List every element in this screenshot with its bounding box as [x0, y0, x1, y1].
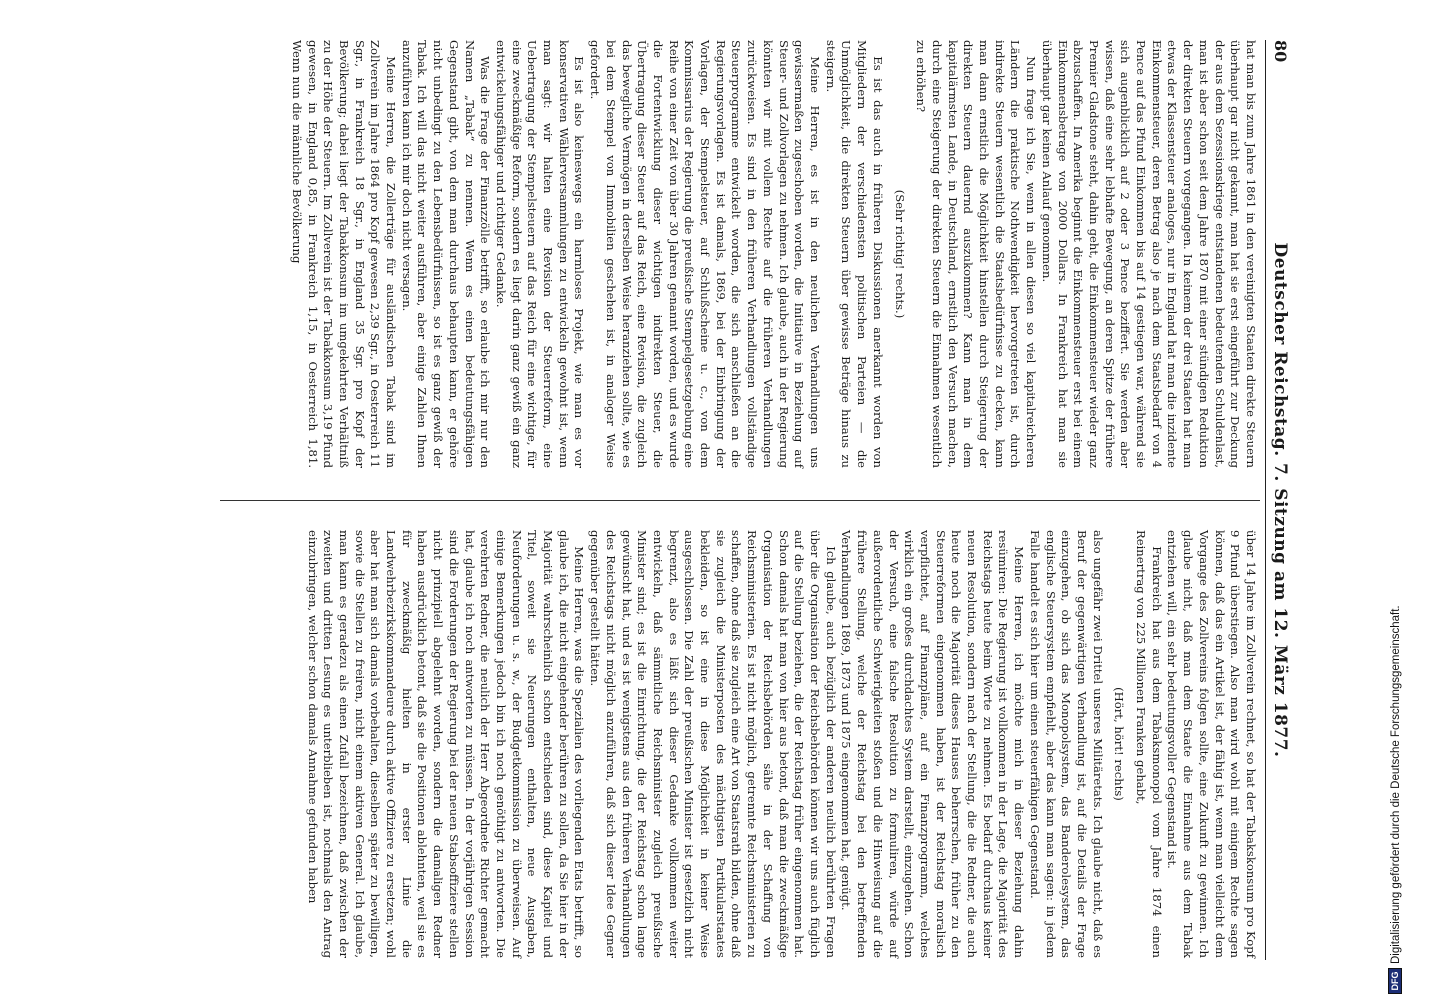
dfg-logo-icon	[1388, 968, 1402, 994]
running-title: Deutscher Reichstag. 7. Sitzung am 12. März 1877.	[1270, 242, 1290, 758]
paragraph: Es ist also keineswegs ein harmloses Projekt, wie man es vor konservativen Wählerversammlungen zu entwickeln gewohnt ist, wenn man sagt: wir halten eine Revision der Steuerreform, eine Uebertragung der Stempelsteuern auf das Reich für eine wichtige, für eine zweckmäßige Reform, sondern es liegt darin ganz gewiß ein ganz entwickelungsfähiger und richtiger Gedanke.	[493, 40, 587, 468]
right-column	[304, 530, 1258, 958]
digitization-footer	[1382, 0, 1432, 1000]
paragraph: Meine Herren, was die Spezialien des vorliegenden Etats betrifft, so glaube ich, die nicht eingehender berühren zu sollen, da Sie hier in der Majorität wahrscheinlich schon entschieden sind, diese Kapitel und Titel, soweit sie Neuerungen enthalten, neue Ausgaben, Neuforderungen u. s. w., der Budgetkommission zu überweisen. Auf einige Bemerkungen jedoch bin ich noch genöthigt zu antworten. Die verehrten Redner, die neulich der Herr Abgeordnete Richter gemacht hat, glaube ich noch antworten zu müssen. In der vorjährigen Session sind die Forderungen der Regierung bei der neuen Stabsoffiziere stellen nicht prinzipiell abgelehnt worden, sondern die damaligen Redner haben ausdrücklich betont, daß sie die Positionen ablehnten, weil sie es für zweckmäßig hielten in erster Linie die Landwehrbezirkskommandeure durch aktive Offiziere zu ersetzen; wohl aber hat man sich damals vorbehalten, dieselben später zu bewilligen, sowie die Stellen zu freiren, nicht einem aktiven General. Ich glaube, man kann es geradezu als einen Zufall bezeichnen, daß zwischen der zweiten und dritten Lesung es unterblieben ist, nochmals den Antrag einzubringen, welcher schon damals Annahme gefunden haben	[305, 530, 587, 958]
left-column	[288, 40, 1258, 468]
paragraph: also ungefähr zwei Drittel unseres Militäretats. Ich glaube nicht, daß es Beruf der gegenwärtigen Verhandlung ist, auf die Details der Frage einzugehen, ob sich das Monopolsystem, das Banderolesystem, das englische Steuersystem empfiehlt, aber das kann man sagen: in jedem Falle handelt es sich hier um einen steuerfähigen Gegenstand.	[1027, 530, 1105, 958]
credit-text: Digitalisierung gefördert durch die Deutsche Forschungsgemeinschaft.	[1390, 605, 1402, 964]
paragraph: hat man bis zum Jahre 1861 in den vereinigten Staaten direkte Steuern überhaupt gar nicht gekannt, man hat sie erst eingeführt zur Deckung der aus dem Sezessionskriege entstandenen bedeutenden Schuldenlast, man ist aber schon seit dem Jahre 1870 mit einer stündigen Reduktion der direkten Steuern vorgegangen. In keinem der drei Staaten hat man etwas der Klassensteuer analoges, nur in England hat man die inzidente Einkommensteuer, deren Betrag also je nach dem Staatsbedarf von 4 Pence auf das Pfund Einkommen bis auf 14 gestiegen war, während sie sich augenblicklich auf 2 oder 3 Pence beziffert. Sie werden aber wissen, daß eine sehr lebhafte Bewegung, an deren Spitze der frühere Premier Gladstone steht, dahin geht, die Einkommensteuer wieder ganz abzuschaffen. In Amerika beginnt die Einkommensteuer erst bei einem Einkommensbetrage von 2000 Dollars. In Frankreich hat man sie überhaupt gar keinen Anlauf genommen.	[1039, 40, 1258, 468]
paragraph: Ich glaube, auch bezüglich der anderen neulich berührten Fragen über die Organisation der Reichsbehörden können wir uns auch füglich auf die Stellung beziehen, die der Reichstag früher eingenommen hat. Schon damals hat man von hier aus betont, daß man die zweckmäßige Organisation der Reichsbehörden sähe in der Schaffung von Reichsministerien. Es ist nicht möglich, getrennte Reichsministerien zu schaffen, ohne daß sie zugleich eine Art von Staatsrath bilden, ohne daß sie zugleich die Ministerposten des mächtigsten Partikularstaates bekleiden, so ist eine in diese Möglichkeit in keiner Weise ausgeschlossen. Die Zahl der preußischen Minister ist gesetzlich nicht begrenzt, also es läßt sich dieser Gedanke vollkommen weiter entwickeln, daß sämmtliche Reichsminister zugleich preußische Minister sind; es ist die Einrichtung, die der Reichstag schon lange gewünscht hat, und es ist wenigstens aus den früheren Verhandlungen des Reichstags nicht möglich anzuführen, daß sich dieser Idee Gegner gegenüber gestellt hätten.	[588, 530, 838, 958]
paragraph: Frankreich hat aus dem Tabaksmonopol vom Jahre 1874 einen Reinertrag von 225 Millionen Franken gehabt,	[1134, 530, 1164, 958]
interjection: (Hört, hört! rechts)	[1112, 687, 1127, 801]
paragraph: Meine Herren, es ist in den neulichen Verhandlungen uns gewissermaßen zugeschoben worden, die Initiative in Beziehung auf Steuer- und Zollvorlagen zu nehmen. Ich glaube, auch in der Regierung könnten wir mit vollem Rechte auf die früheren Verhandlungen zurückweisen. Es sind in den früheren Verhandlungen vollständige Steuerprogramme entwickelt worden, die sich anschließen an die Regierungsvorlagen. Es ist damals, 1869, bei der Einbringung der Vorlagen, der Stempelsteuer, auf Schlußscheine u. c., von dem Kommissarius der Regierung die preußische Stempelgesetzgebung eine Reihe von einer Zeit von über 30 Jahren genannt worden, und es wurde die Fortentwicklung dieser wichtigen indirekten Steuer, die Übertragung dieser Steuer auf das Reich, eine Revision, die zugleich das bewegliche Vermögen in derselben Weise heranziehen sollte, wie es bei dem Stempel von Immobilien geschehen ist, in analoger Weise gefordert.	[588, 40, 823, 468]
paragraph: Was die Frage der Finanzzölle betrifft, so erlaube ich mir nur den Namen „Tabak“ zu nennen. Wenn es einen bedeutungsfähigen Gegenstand gibt, von dem man durchaus behaupten kann, er gehöre nicht unbedingt zu den Lebensbedürfnissen, so ist es ganz gewiß der Tabak. Ich will das nicht weiter ausführen, aber einige Zahlen Ihnen anzuführen kann ich mir doch nicht versagen.	[399, 40, 493, 468]
page-number: 80	[1271, 40, 1290, 63]
column-divider	[220, 500, 1260, 501]
digitization-credit	[1388, 384, 1402, 964]
page-header	[1265, 40, 1292, 960]
interjection: (Sehr richtig! rechts.)	[892, 189, 907, 319]
paragraph: Nun frage ich Sie, wenn in allen diesen so viel kapitalreicheren Ländern die praktische Nothwendigkeit hervorgetreten ist, durch indirekte Steuern wesentlich die Staatsbedürfnisse zu decken, kann man dann ernstlich die Möglichkeit hinstellen durch Steigerung der direkten Steuern dauernd auszukommen? Kann man in dem kapitalärmsten Lande, in Deutschland, ernstlich den Versuch machen, durch eine Steigerung der direkten Steuern die Einnahmen wesentlich zu erhöhen?	[914, 40, 1039, 468]
paragraph: Es ist das auch in früheren Diskussionen anerkannt worden von Mitgliedern der verschiedensten politischen Parteien — die Unmöglichkeit, die direkten Steuern über gewisse Beträge hinaus zu steigern.	[823, 40, 885, 468]
paragraph: Meine Herren, die Zollerträge für ausländischen Tabak sind im Zollverein im Jahre 1864 pro Kopf gewesen 2,39 Sgr., in Oesterreich 11 Sgr., in Frankreich 18 Sgr., in England 35 Sgr. pro Kopf der Bevölkerung; dabei liegt der Tabakkonsum im umgekehrten Verhältniß zu der Höhe der Steuern. Im Zollverein ist der Tabakkonsum 3,19 Pfund gewesen, in England 0,85, in Frankreich 1,15, in Oesterreich 1,81. Wenn nun die männliche Bevölkerung	[289, 40, 399, 468]
paragraph: Meine Herren, ich möchte mich in dieser Beziehung dahin resümiren: Die Regierung ist vollkommen in der Lage, die Majorität des Reichstags heute beim Worte zu nehmen. Es bedarf durchaus keiner neuen Resolution, sondern nach der Stellung, die die Redner, die auch heute noch die Majorität dieses Hauses beherrschen, früher zu den Steuerreformen eingenommen haben, ist der Reichstag moralisch verpflichtet, auf Finanzpläne, auf ein Finanzprogramm, welches wirklich ein großes durchdachtes System darstellt, einzugehen. Schon der Versuch, eine falsche Resolution zu formuliren, würde auf außerordentliche Schwierigkeiten stoßen und die Hinweisung auf die frühere Stellung, welche der Reichstag bei den betreffenden Verhandlungen 1869, 1873 und 1875 eingenommen hat, genügt.	[839, 530, 1027, 958]
logo-text: DFG	[1390, 971, 1400, 991]
paragraph: über 14 Jahre im Zollverein rechnet, so hat der Tabakskonsum pro Kopf 9 Pfund überstiegen. Also man wird wohl mit einigem Rechte sagen können, daß das ein Artikel ist, der fähig ist, wenn man vielleicht dem Vorgange des Zollvereins folgen sollte, eine Zukunft zu gewinnen. Ich glaube nicht, daß man dem Staate die Einnahme aus dem Tabak entziehen will, ein sehr bedeutungsvoller Gegenstand ist.	[1165, 530, 1258, 958]
